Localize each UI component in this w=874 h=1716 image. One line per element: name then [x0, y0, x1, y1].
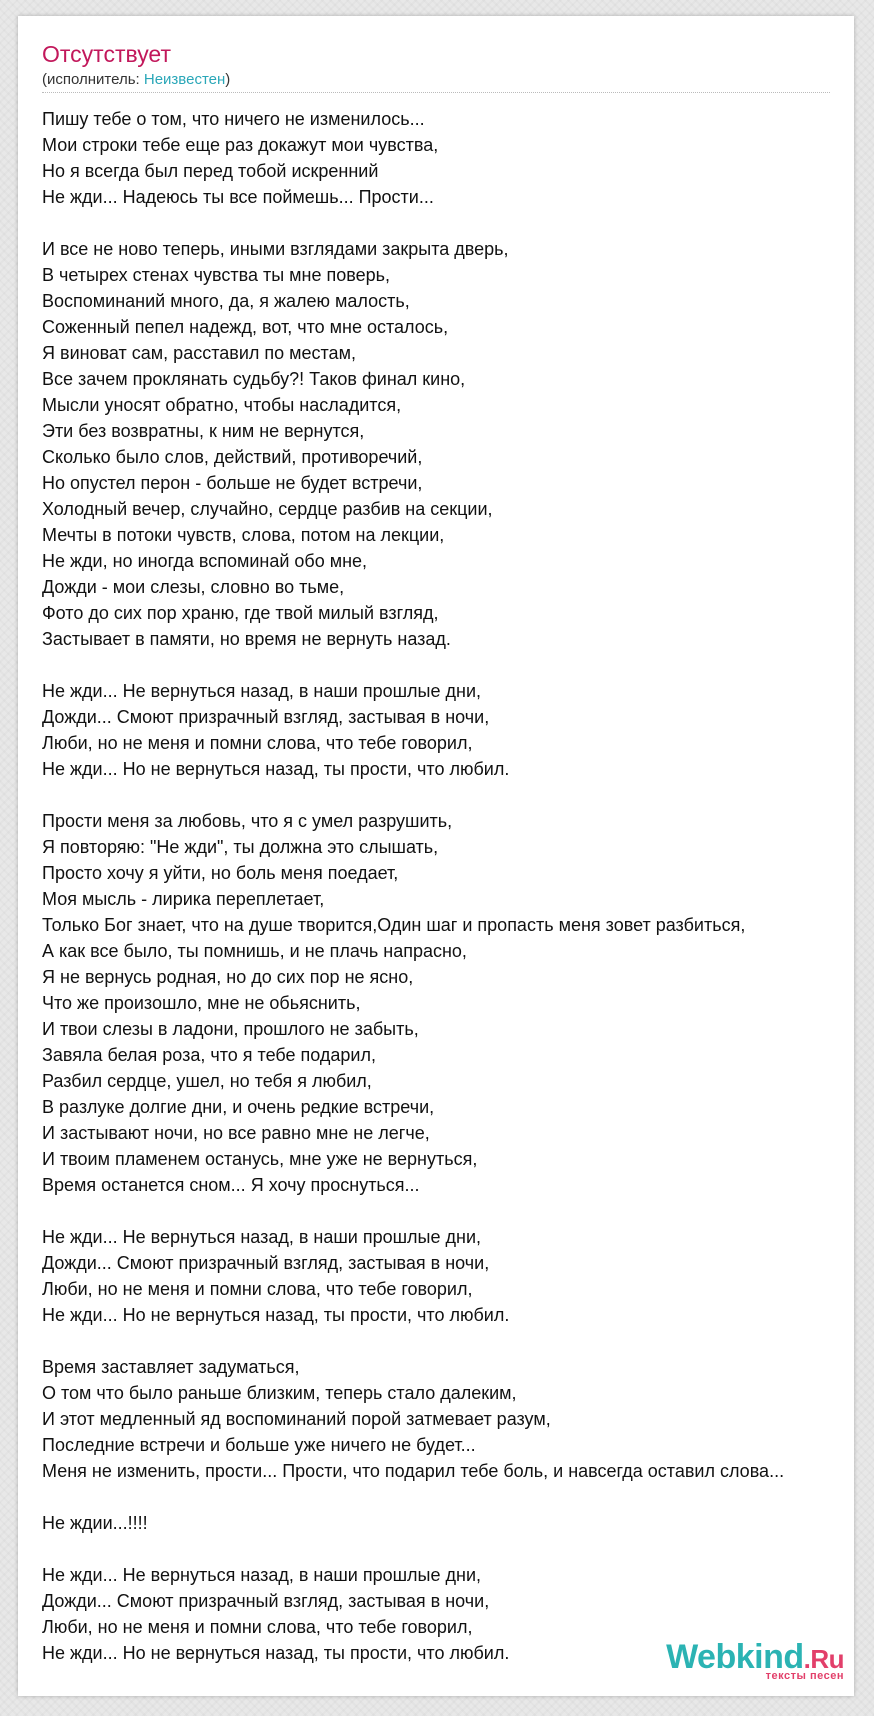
lyrics-line: Завяла белая роза, что я тебе подарил, [42, 1045, 376, 1065]
lyrics-line: Люби, но не меня и помни слова, что тебе говорил, [42, 1279, 473, 1299]
lyrics-line: Дожди... Смоют призрачный взгляд, застывая в ночи, [42, 1253, 490, 1273]
lyrics-line: Моя мысль - лирика переплетает, [42, 889, 325, 909]
lyrics-line: Время заставляет задуматься, [42, 1357, 300, 1377]
lyrics-line: Только Бог знает, что на душе творится,Один шаг и пропасть меня зовет разбиться, [42, 915, 746, 935]
site-logo[interactable] [666, 1640, 844, 1682]
lyrics-line: Застывает в памяти, но время не вернуть назад. [42, 629, 451, 649]
lyrics-line: И твои слезы в ладони, прошлого не забыть, [42, 1019, 419, 1039]
header-divider [42, 92, 830, 93]
lyrics-line: Не жди... Надеюсь ты все поймешь... Прости... [42, 187, 434, 207]
lyrics-line: Прости меня за любовь, что я с умел разрушить, [42, 811, 453, 831]
lyrics-line: И все не ново теперь, иными взглядами закрыта дверь, [42, 239, 509, 259]
logo-tagline: тексты песен [765, 1670, 844, 1682]
lyrics-line: Все зачем проклянать судьбу?! Таков финал кино, [42, 369, 466, 389]
lyrics-line: Эти без возвратны, к ним не вернутся, [42, 421, 365, 441]
lyrics-line: Просто хочу я уйти, но боль меня поедает, [42, 863, 399, 883]
lyrics-stanza [42, 1354, 854, 1484]
lyrics-line: Что же произошло, мне не обьяснить, [42, 993, 361, 1013]
lyrics-stanza [42, 808, 854, 1198]
artist-prefix: (исполнитель: [42, 71, 144, 88]
lyrics-stanza [42, 236, 854, 652]
lyrics-line: О том что было раньше близким, теперь стало далеким, [42, 1383, 517, 1403]
lyrics-line: Не жди... Не вернуться назад, в наши прошлые дни, [42, 1227, 482, 1247]
lyrics-line: Люби, но не меня и помни слова, что тебе говорил, [42, 733, 473, 753]
logo-wordmark: Webkind [666, 1638, 804, 1676]
artist-line [42, 70, 830, 90]
lyrics-line: В разлуке долгие дни, и очень редкие встречи, [42, 1097, 435, 1117]
artist-link[interactable]: Неизвестен [143, 71, 226, 88]
lyrics-line: Не жди, но иногда вспоминай обо мне, [42, 551, 368, 571]
lyrics-line: Соженный пепел надежд, вот, что мне осталось, [42, 317, 449, 337]
lyrics-line: Мои строки тебе еще раз докажут мои чувства, [42, 135, 439, 155]
lyrics-line: Но опустел перон - больше не будет встречи, [42, 473, 423, 493]
lyrics-line: Не ждии...!!!! [42, 1513, 148, 1533]
lyrics-line: Я виноват сам, расставил по местам, [42, 343, 356, 363]
lyrics-stanza [42, 1510, 854, 1536]
lyrics-line: Сколько было слов, действий, противоречий, [42, 447, 423, 467]
lyrics-line: Разбил сердце, ушел, но тебя я любил, [42, 1071, 372, 1091]
lyrics-line: Дожди... Смоют призрачный взгляд, застывая в ночи, [42, 707, 490, 727]
lyrics-line: Холодный вечер, случайно, сердце разбив на секции, [42, 499, 493, 519]
lyrics-line: Но я всегда был перед тобой искренний [42, 161, 379, 181]
lyrics-line: Мысли уносят обратно, чтобы насладится, [42, 395, 402, 415]
lyrics-line: Меня не изменить, прости... Прости, что подарил тебе боль, и навсегда оставил слова... [42, 1461, 785, 1481]
lyrics-stanza [42, 1224, 854, 1328]
lyrics-line: Люби, но не меня и помни слова, что тебе говорил, [42, 1617, 473, 1637]
song-title: Отсутствует [42, 41, 171, 67]
lyrics-line: Время останется сном... Я хочу проснуться... [42, 1175, 420, 1195]
lyrics-line: И этот медленный яд воспоминаний порой затмевает разум, [42, 1409, 551, 1429]
lyrics-line: И твоим пламенем останусь, мне уже не вернуться, [42, 1149, 478, 1169]
lyrics-line: Не жди... Но не вернуться назад, ты прости, что любил. [42, 1643, 510, 1663]
lyrics-line: А как все было, ты помнишь, и не плачь напрасно, [42, 941, 467, 961]
lyrics-line: Фото до сих пор храню, где твой милый взгляд, [42, 603, 439, 623]
lyrics-line: Последние встречи и больше уже ничего не будет... [42, 1435, 476, 1455]
lyrics-line: Не жди... Но не вернуться назад, ты прости, что любил. [42, 759, 510, 779]
lyrics-line: И застывают ночи, но все равно мне не легче, [42, 1123, 430, 1143]
lyrics-line: В четырех стенах чувства ты мне поверь, [42, 265, 390, 285]
lyrics-line: Я не вернусь родная, но до сих пор не ясно, [42, 967, 414, 987]
lyrics-line: Дожди - мои слезы, словно во тьме, [42, 577, 345, 597]
lyrics-text [42, 106, 854, 1692]
lyrics-line: Дожди... Смоют призрачный взгляд, застывая в ночи, [42, 1591, 490, 1611]
lyrics-stanza [42, 106, 854, 210]
lyrics-line: Не жди... Не вернуться назад, в наши прошлые дни, [42, 681, 482, 701]
lyrics-stanza [42, 678, 854, 782]
artist-suffix: ) [225, 71, 231, 88]
logo-tld: .Ru [803, 1644, 844, 1674]
lyrics-line: Мечты в потоки чувств, слова, потом на лекции, [42, 525, 445, 545]
lyrics-line: Не жди... Но не вернуться назад, ты прости, что любил. [42, 1305, 510, 1325]
lyrics-line: Воспоминаний много, да, я жалею малость, [42, 291, 410, 311]
lyrics-page [18, 16, 854, 1696]
lyrics-line: Не жди... Не вернуться назад, в наши прошлые дни, [42, 1565, 482, 1585]
lyrics-line: Я повторяю: "Не жди", ты должна это слышать, [42, 837, 439, 857]
lyrics-line: Пишу тебе о том, что ничего не изменилось... [42, 109, 425, 129]
song-header [42, 40, 830, 90]
